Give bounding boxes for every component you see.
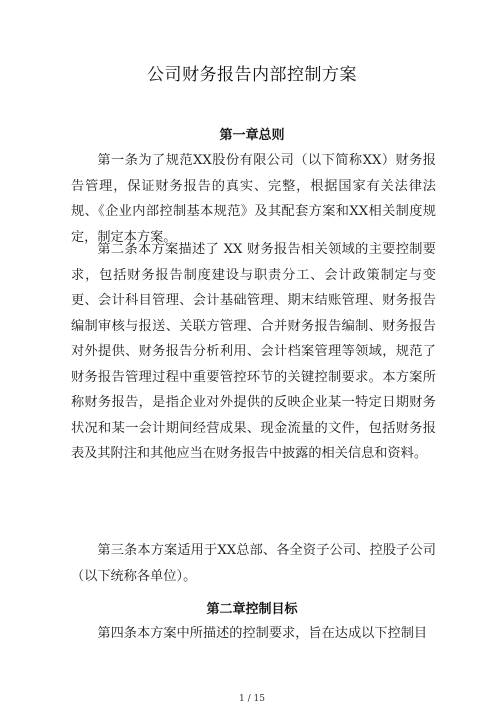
paragraph-article-1: 第一条为了规范XX股份有限公司（以下简称XX）财务报告管理，保证财务报告的真实、完整，根据国家有关法律法规、《企业内部控制基本规范》及其配套方案和XX相关制度规定，制定本方案。 bbox=[71, 153, 436, 245]
paragraph-article-2: 第二条本方案描述了 XX 财务报告相关领域的主要控制要求，包括财务报告制度建设与职责分工、会计政策制定与变更、会计科目管理、会计基础管理、期末结账管理、财务报告编制审核与报送、关联方管理、合并财务报告编制、财务报告对外提供、财务报告分析利用、会计档案管理等领域，规范了财务报告管理过程中重要管控环节的关键控制要求。本方案所称财务报告，是指企业对外提供的反映企业某一特定日期财务状况和某一会计期间经营成果、现金流量的文件，包括财务报表及其附注和其他应当在财务报告中披露的相关信息和资料。 bbox=[71, 242, 436, 461]
page-number: 1 / 15 bbox=[239, 694, 265, 704]
paragraph-article-3: 第三条本方案适用于XX总部、各全资子公司、控股子公司（以下统称各单位）。 bbox=[71, 543, 436, 584]
chapter-1-heading: 第一章总则 bbox=[219, 128, 285, 143]
document-title: 公司财务报告内部控制方案 bbox=[147, 65, 357, 85]
paragraph-article-4: 第四条本方案中所描述的控制要求，旨在达成以下控制目 bbox=[97, 626, 428, 641]
chapter-2-heading: 第二章控制目标 bbox=[206, 602, 298, 617]
